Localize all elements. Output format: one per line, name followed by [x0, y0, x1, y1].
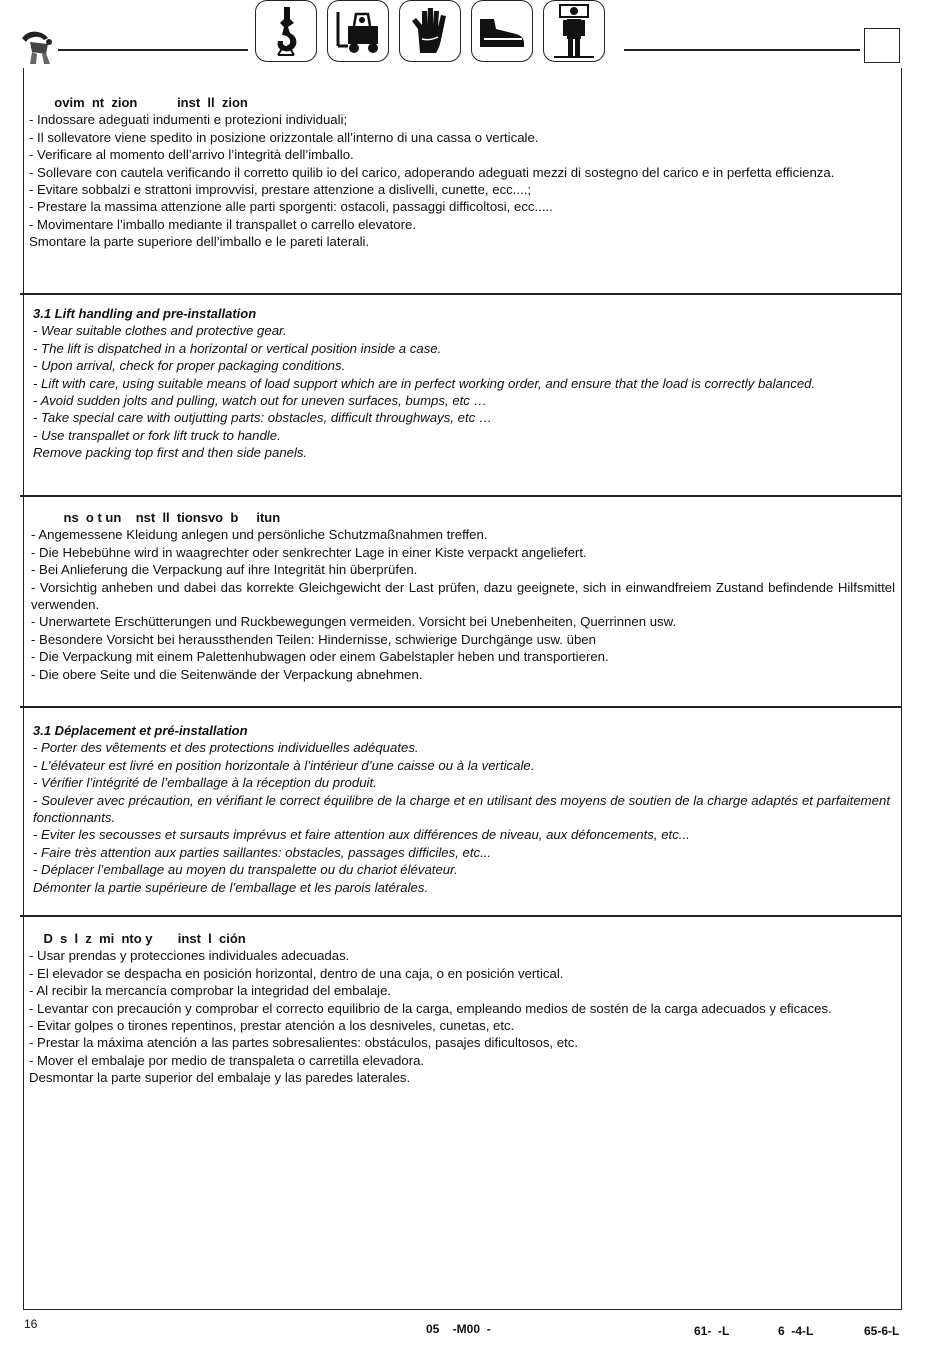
- hook-icon: [255, 0, 317, 62]
- worker-icon: [543, 0, 605, 62]
- section-line: - Usar prendas y protecciones individuales adecuadas.: [29, 948, 350, 964]
- section-italian: [24, 94, 901, 251]
- section-spanish: [24, 930, 901, 1087]
- glove-icon: [399, 0, 461, 62]
- section-line: - Evitar golpes o tirones repentinos, prestar atención a los desniveles, cunetas, etc.: [29, 1018, 515, 1034]
- section-line: - Soulever avec précaution, en vérifiant le correct équilibre de la charge et en utilisant des moyens de soutien de la charge adaptés et parfaitement fonctionnants.: [33, 792, 890, 826]
- section-line: - Eviter les secousses et sursauts imprévus et faire attention aux différences de niveau, aux défoncements, etc...: [33, 827, 690, 843]
- model-code-2: [778, 1324, 813, 1338]
- section-title: D s l z mi nto y inst l ción: [29, 931, 246, 946]
- section-line: - Sollevare con cautela verificando il corretto quilib io del carico, adoperando adeguati mezzi di sostegno del carico e in perfetta efficienza.: [29, 164, 835, 180]
- model-code-3: [864, 1324, 899, 1338]
- section-line: - Déplacer l’emballage au moyen du transpalette ou du chariot élévateur.: [33, 862, 458, 878]
- model-code-1: [694, 1324, 729, 1338]
- section-line: - Movimentare l’imballo mediante il transpallet o carrello elevatore.: [29, 216, 417, 232]
- section-line: - Mover el embalaje por medio de transpaleta o carretilla elevadora.: [29, 1052, 425, 1068]
- section-german: [24, 509, 901, 683]
- section-line: - Evitare sobbalzi e strattoni improvvisi, prestare attenzione a dislivelli, cunette, ecc....;: [29, 182, 532, 198]
- section-line: - Faire très attention aux parties saillantes: obstacles, passages difficiles, etc...: [33, 844, 492, 860]
- section-line: - Die obere Seite und die Seitenwände der Verpackung abnehmen.: [31, 666, 423, 682]
- section-line: - Avoid sudden jolts and pulling, watch out for uneven surfaces, bumps, etc …: [33, 393, 487, 409]
- section-line: - Verificare al momento dell’arrivo l’integrità dell’imballo.: [29, 147, 354, 163]
- section-line: - Prestare la massima attenzione alle parti sporgenti: ostacoli, passaggi difficoltosi, ecc.....: [29, 199, 553, 215]
- section-title: ovim nt zion inst ll zion: [29, 95, 248, 110]
- header-rule-right: [624, 49, 860, 51]
- section-french: [24, 722, 901, 896]
- forklift-icon: [327, 0, 389, 62]
- section-line: - Wear suitable clothes and protective gear.: [33, 323, 287, 339]
- page-number: 16: [24, 1317, 38, 1331]
- section-divider: [20, 915, 901, 917]
- section-line: - Die Verpackung mit einem Palettenhubwagen oder einem Gabelstapler heben und transportieren.: [31, 649, 609, 665]
- model-code-3-text: 65-6-L: [864, 1324, 900, 1338]
- section-line: - Porter des vêtements et des protections individuelles adéquates.: [33, 740, 419, 756]
- corner-box: [864, 28, 900, 63]
- section-divider: [20, 293, 901, 295]
- section-line: Smontare la parte superiore dell’imballo e le pareti laterali.: [29, 234, 370, 250]
- section-line: - Die Hebebühne wird in waagrechter oder senkrechter Lage in einer Kiste verpackt angeliefert.: [31, 544, 587, 560]
- section-divider: [20, 495, 901, 497]
- section-line: - Unerwartete Erschütterungen und Ruckbewegungen vermeiden. Vorsicht bei Unebenheiten, Querrinnen usw.: [31, 614, 677, 630]
- section-line: - Use transpallet or fork lift truck to handle.: [33, 427, 281, 443]
- document-code: [426, 1322, 491, 1336]
- section-line: - Al recibir la mercancía comprobar la integridad del embalaje.: [29, 983, 392, 999]
- section-line: - Upon arrival, check for proper packaging conditions.: [33, 358, 346, 374]
- section-title: 3.1 Déplacement et pré-installation: [33, 723, 248, 738]
- section-line: - Lift with care, using suitable means of load support which are in perfect working order, and ensure that the load is correctly balanced.: [33, 375, 816, 391]
- section-english: [24, 305, 901, 462]
- brand-logo-icon: [18, 24, 58, 66]
- section-line: - El elevador se despacha en posición horizontal, dentro de una caja, o en posición vertical.: [29, 965, 564, 981]
- section-title: 3.1 Lift handling and pre-installation: [33, 306, 257, 321]
- section-line: Démonter la partie supérieure de l’emballage et les parois latérales.: [33, 879, 429, 895]
- section-line: - Take special care with outjutting parts: obstacles, difficult throughways, etc …: [33, 410, 493, 426]
- section-line: - Prestar la máxima atención a las partes sobresalientes: obstáculos, pasajes dificultosos, etc.: [29, 1035, 579, 1051]
- header-rule-left: [58, 49, 248, 51]
- model-code-2-text: 6 -4-L: [778, 1324, 814, 1338]
- section-line: Desmontar la parte superior del embalaje y las paredes laterales.: [29, 1070, 411, 1086]
- section-line: - Angemessene Kleidung anlegen und persönliche Schutzmaßnahmen treffen.: [31, 527, 488, 543]
- section-title: ns o t un nst ll tionsvo b itun: [31, 510, 281, 525]
- section-line: - Vérifier l’intégrité de l’emballage à la réception du produit.: [33, 775, 377, 791]
- section-line: - Bei Anlieferung die Verpackung auf ihre Integrität hin überprüfen.: [31, 562, 418, 578]
- section-line: - Il sollevatore viene spedito in posizione orizzontale all’interno di una cassa o verticale.: [29, 129, 539, 145]
- section-line: - L’élévateur est livré en position horizontale à l’intérieur d’une caisse ou à la verticale.: [33, 757, 535, 773]
- section-line: - Vorsichtig anheben und dabei das korrekte Gleichgewicht der Last prüfen, dazu geeignete, sich in einwandfreiem Zustand befindende Hilfsmittel verwenden.: [31, 579, 895, 613]
- section-line: - The lift is dispatched in a horizontal or vertical position inside a case.: [33, 340, 442, 356]
- document-code-text: 05 -M00 -: [426, 1322, 491, 1336]
- section-line: - Indossare adeguati indumenti e protezioni individuali;: [29, 112, 348, 128]
- model-code-1-text: 61- -L: [694, 1324, 730, 1338]
- content-frame: [23, 68, 902, 1310]
- safety-shoe-icon: [471, 0, 533, 62]
- section-divider: [20, 706, 901, 708]
- section-line: - Levantar con precaución y comprobar el correcto equilibrio de la carga, empleando medios de sostén de la carga adecuados y eficaces.: [29, 1000, 832, 1016]
- section-line: - Besondere Vorsicht bei heraussthenden Teilen: Hindernisse, schwierige Durchgänge usw. üben: [31, 631, 596, 647]
- section-line: Remove packing top first and then side panels.: [33, 445, 308, 461]
- safety-icons-row: [255, 0, 605, 62]
